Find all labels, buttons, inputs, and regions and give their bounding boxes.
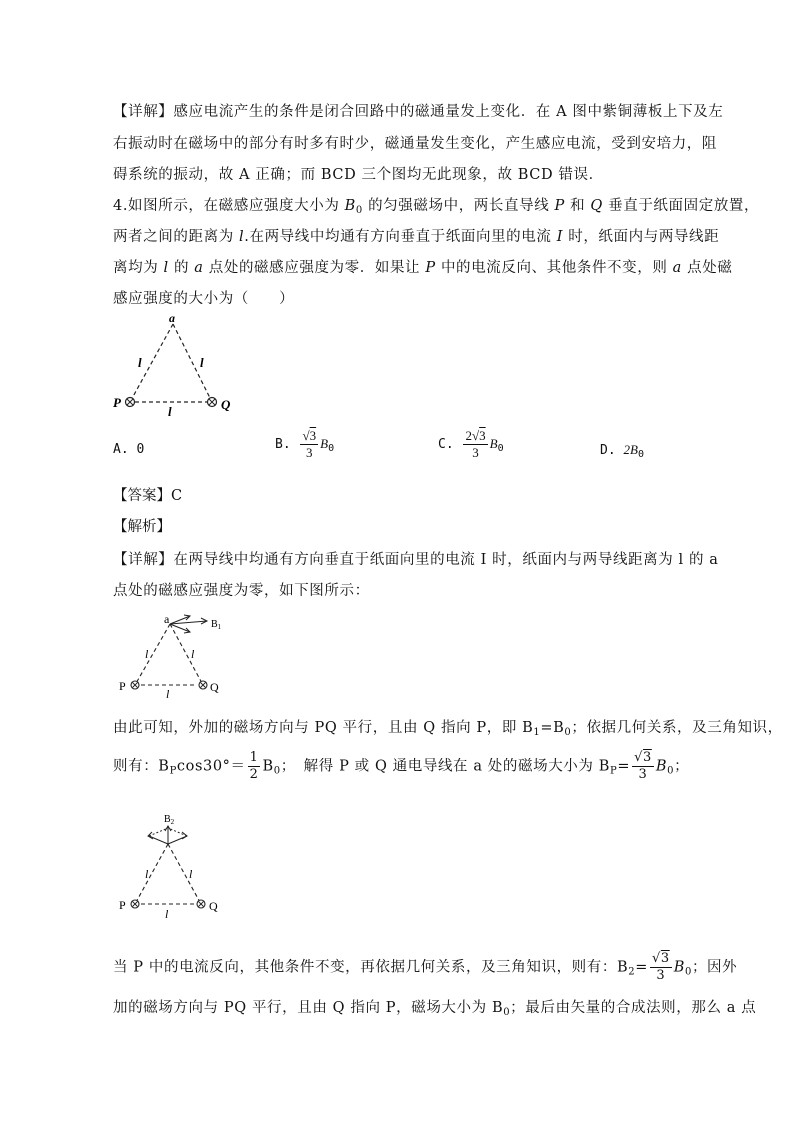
answer: 【答案】C bbox=[113, 488, 183, 504]
para1-line2: 右振动时在磁场中的部分有时多有时少，磁通量发生变化，产生感应电流，受到安培力，阻 bbox=[113, 136, 717, 152]
fig1-label-q: Q bbox=[221, 397, 231, 412]
fig3-wire-p-icon bbox=[131, 900, 139, 908]
fig3-label-b: $B_2$ bbox=[164, 814, 175, 826]
fig2-wire-q-icon bbox=[199, 681, 207, 689]
q4-line1: 4.如图所示，在磁感应强度大小为 $B_0$ 的匀强磁场中，两长直导线 P 和 Q 垂直于纸面固定放置， bbox=[113, 198, 760, 216]
fig2-label-p: P bbox=[119, 679, 126, 693]
fig1-wire-p-icon bbox=[126, 398, 135, 407]
text2-line2: 则有：$B_P\cos 30^\circ=$ $\frac{1}{2}$ $B_0$； 解得 P 或 Q 通电导线在 a 处的磁场大小为 $B_P=$ $\frac{√3}{3}$ $B_0$； bbox=[113, 750, 690, 782]
figure-triangle-2 bbox=[115, 608, 245, 700]
option-a: A. 0 bbox=[113, 442, 145, 457]
para1-line1: 【详解】感应电流产生的条件是闭合回路中的磁通量发上变化．在 A 图中紫铜薄板上下及左 bbox=[113, 104, 724, 120]
fig2-vector-arrows-icon bbox=[170, 615, 207, 633]
fig1-wire-q-icon bbox=[208, 398, 217, 407]
q4-line3: 离均为 l 的 a 点处的磁感应强度为零．如果让 P 中的电流反向、其他条件不变，则 a 点处磁 bbox=[113, 260, 733, 276]
fig3-label-p: P bbox=[119, 898, 126, 912]
detail-line1: 【详解】在两导线中均通有方向垂直于纸面向里的电流 I 时，纸面内与两导线距离为 l 的 a bbox=[113, 552, 719, 568]
fig2-label-a: a bbox=[164, 612, 170, 626]
text3-line2: 加的磁场方向与 PQ 平行，且由 Q 指向 P，磁场大小为 $B_0$；最后由矢量的合成法则，那么 a 点 bbox=[113, 1000, 757, 1018]
option-b: B. $\frac{√3}{3}$ $B_0$ bbox=[275, 428, 335, 460]
q4-line4: 感应强度的大小为（ ） bbox=[113, 291, 295, 307]
option-c: C. $\frac{2√3}{3}$ $B_0$ bbox=[438, 428, 504, 460]
figure-triangle-1 bbox=[105, 308, 245, 420]
fig1-label-a: a bbox=[169, 311, 175, 325]
fig1-label-bottom: l bbox=[168, 404, 172, 419]
text3-line1: 当 P 中的电流反向，其他条件不变，再依据几何关系，及三角知识，则有：$B_2=$ $\frac{√3}{3}$ $B_0$；因外 bbox=[113, 951, 738, 983]
fig2-label-q: Q bbox=[210, 680, 219, 694]
fig1-label-right: l bbox=[200, 355, 204, 370]
fig3-label-bottom: l bbox=[165, 907, 169, 920]
fig3-label-q: Q bbox=[209, 899, 218, 913]
fig3-label-left: l bbox=[145, 867, 149, 881]
q4-line2: 两者之间的距离为 l.在两导线中均通有方向垂直于纸面向里的电流 I 时，纸面内与两导线距 bbox=[113, 229, 720, 245]
fig3-wire-q-icon bbox=[197, 900, 205, 908]
text2-line1: 由此可知，外加的磁场方向与 PQ 平行，且由 Q 指向 P，即 $B_1=B_0$；依据几何关系，及三角知识， bbox=[113, 720, 783, 738]
para1-line3: 碍系统的振动，故 A 正确；而 BCD 三个图均无此现象，故 BCD 错误． bbox=[113, 167, 604, 183]
figure-triangle-3 bbox=[115, 808, 245, 920]
fig1-side-left bbox=[130, 324, 173, 402]
detail-line2: 点处的磁感应强度为零，如下图所示： bbox=[113, 583, 370, 599]
fig1-side-right bbox=[173, 324, 212, 402]
fig2-label-bottom: l bbox=[166, 687, 170, 700]
analysis-heading: 【解析】 bbox=[113, 519, 171, 535]
fig3-label-right: l bbox=[189, 867, 193, 881]
fig2-label-left: l bbox=[145, 647, 149, 661]
fig3-vector-arrows-icon bbox=[148, 826, 187, 844]
fig2-wire-p-icon bbox=[131, 681, 139, 689]
fig2-label-b: $B_1$ bbox=[211, 619, 222, 631]
fig2-label-right: l bbox=[191, 647, 195, 661]
fig1-label-p: P bbox=[113, 395, 121, 410]
option-d: D. $2B_0$ bbox=[600, 442, 644, 460]
fig1-label-left: l bbox=[138, 355, 142, 370]
